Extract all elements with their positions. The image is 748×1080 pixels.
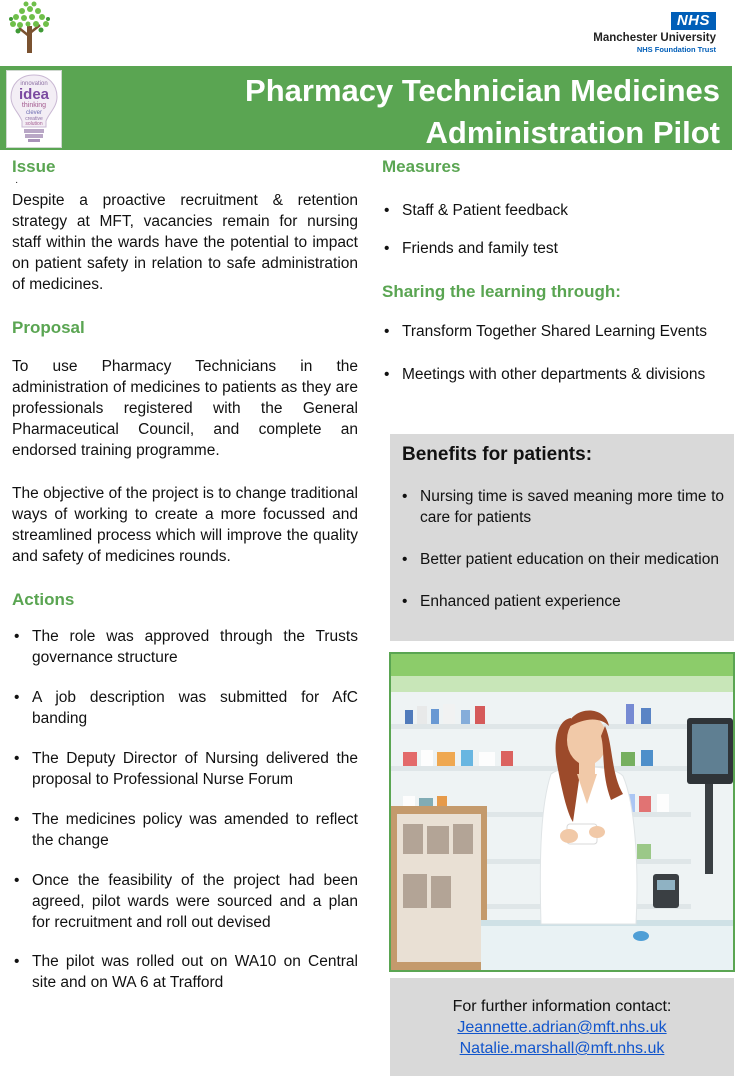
- list-item: • Staff & Patient feedback: [384, 202, 569, 219]
- org-name: Manchester University: [593, 32, 716, 44]
- list-item: • Transform Together Shared Learning Events: [384, 323, 708, 340]
- bullet-icon: •: [384, 240, 390, 257]
- right-column: [382, 156, 736, 385]
- bullet-icon: •: [402, 551, 408, 568]
- proposal-heading: Proposal: [12, 318, 85, 337]
- title-banner: [0, 66, 732, 150]
- word-cloud-word: idea: [18, 86, 50, 103]
- list-item: • The Deputy Director of Nursing delivered the proposal to Professional Nurse Forum: [14, 750, 358, 788]
- word-cloud-word: thinking: [21, 102, 47, 109]
- sharing-heading: Sharing the learning through:: [382, 282, 621, 301]
- proposal-text: To use Pharmacy Technicians in the administration of medicines to patients as they are professionals registered with the General Pharmaceutical Council, and complete an endorsed training programme.: [12, 358, 358, 459]
- title-line-1: Pharmacy Technician Medicines: [245, 73, 720, 108]
- word-cloud-word: innovation: [20, 81, 48, 87]
- bullet-icon: •: [14, 953, 20, 970]
- measures-list: [382, 200, 736, 259]
- contact-email-link[interactable]: Natalie.marshall@mft.nhs.uk: [459, 1040, 665, 1057]
- actions-list: [12, 626, 358, 993]
- benefits-panel: [390, 434, 734, 641]
- contact-panel: [390, 978, 734, 1076]
- list-item: • Friends and family test: [384, 240, 558, 257]
- actions-heading: Actions: [12, 590, 75, 609]
- list-item: • Enhanced patient experience: [402, 593, 621, 610]
- bullet-icon: •: [14, 689, 20, 706]
- nhs-logo: [593, 12, 716, 54]
- nhs-badge: NHS: [671, 12, 716, 30]
- issue-text: Despite a proactive recruitment & retention strategy at MFT, vacancies remain for nursing staff within the wards have the potential to impact on patient safety in relation to safe administration of medicines.: [12, 192, 358, 293]
- bullet-icon: •: [384, 366, 390, 383]
- list-item: • The role was approved through the Trusts governance structure: [14, 628, 358, 666]
- pharmacist-photo: [389, 652, 735, 972]
- objective-text: The objective of the project is to change traditional ways of working to create a more focussed and streamlined process which will improve the quality and safety of medicines rounds.: [12, 485, 358, 565]
- list-item: • The pilot was rolled out on WA10 on Central site and on WA 6 at Trafford: [14, 953, 358, 991]
- bullet-icon: •: [14, 750, 20, 767]
- issue-marker: ·: [15, 177, 19, 188]
- bullet-icon: •: [384, 323, 390, 340]
- bullet-icon: •: [384, 202, 390, 219]
- word-cloud-word: creative: [25, 116, 43, 122]
- contact-heading: For further information contact:: [452, 998, 672, 1015]
- list-item: • A job description was submitted for AfC banding: [14, 689, 358, 727]
- bullet-icon: •: [14, 628, 20, 645]
- left-column: [12, 156, 358, 993]
- sharing-list: [382, 321, 736, 385]
- bullet-icon: •: [402, 593, 408, 610]
- idea-word-cloud-image: [6, 70, 62, 148]
- tree-logo-icon: [6, 0, 54, 54]
- contact-email-link[interactable]: Jeannette.adrian@mft.nhs.uk: [457, 1019, 667, 1036]
- bullet-icon: •: [14, 811, 20, 828]
- bullet-icon: •: [402, 488, 408, 505]
- benefits-heading: Benefits for patients:: [402, 444, 593, 465]
- word-cloud-word: clever: [25, 110, 43, 116]
- org-trust: NHS Foundation Trust: [636, 45, 716, 54]
- list-item: • Better patient education on their medication: [402, 551, 719, 568]
- list-item: • Meetings with other departments & divisions: [384, 366, 706, 383]
- page-title: [160, 70, 720, 154]
- list-item: • Once the feasibility of the project had been agreed, pilot wards were sourced and a plan for recruitment and roll out devised: [14, 872, 358, 931]
- benefits-list: [400, 486, 724, 633]
- title-line-2: Administration Pilot: [425, 115, 720, 150]
- bullet-icon: •: [14, 872, 20, 889]
- list-item: • Nursing time is saved meaning more time to care for patients: [402, 488, 724, 526]
- word-cloud-word: solution: [25, 121, 43, 127]
- measures-heading: Measures: [382, 157, 461, 176]
- issue-heading: Issue: [12, 157, 56, 176]
- list-item: • The medicines policy was amended to reflect the change: [14, 811, 358, 849]
